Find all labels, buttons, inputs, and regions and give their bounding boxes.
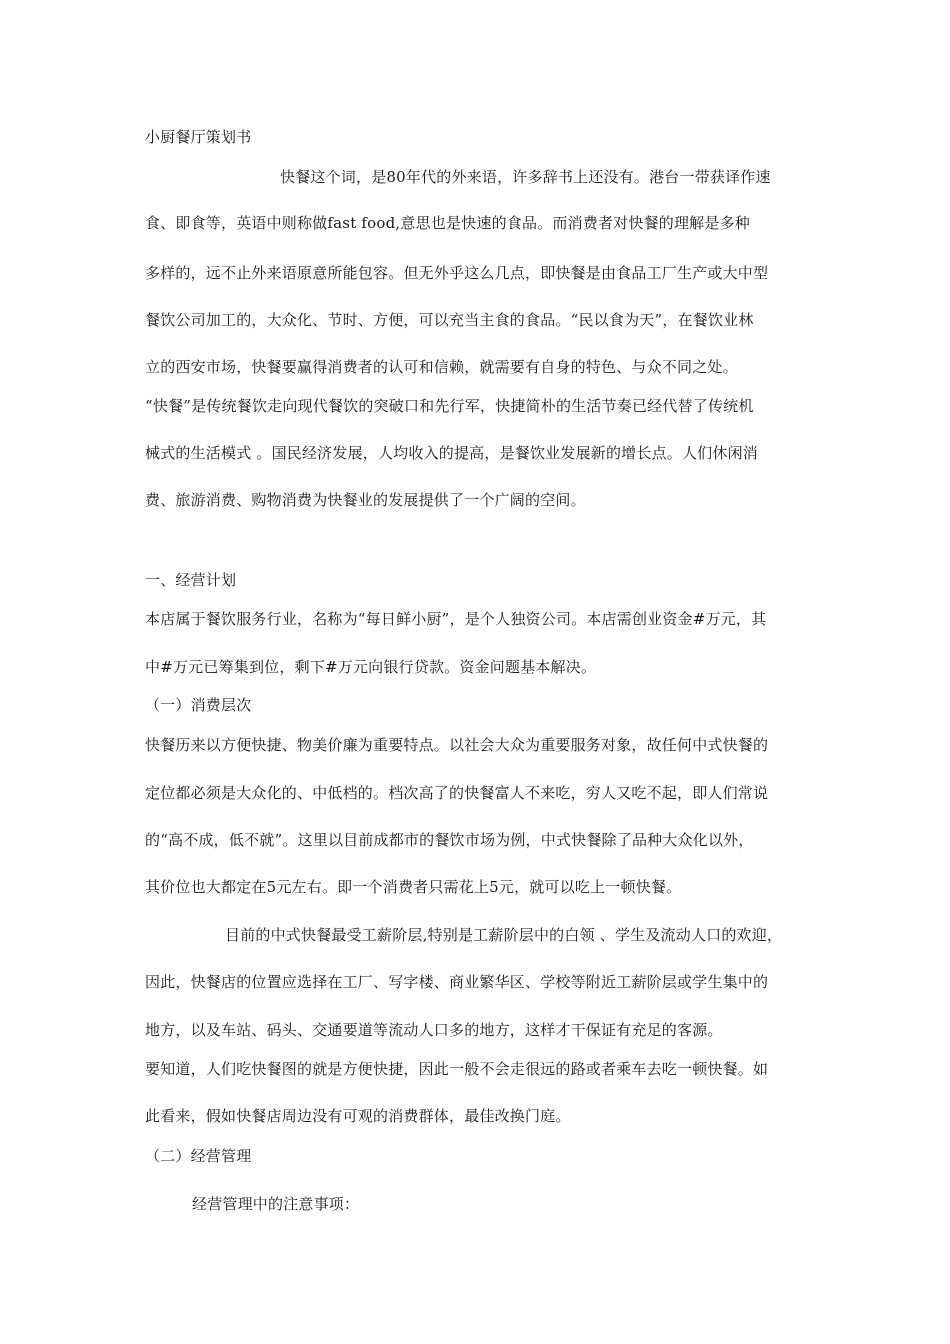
subsection-heading: （二）经营管理: [145, 1147, 252, 1165]
paragraph-line: 中#万元已筹集到位，剩下#万元向银行贷款。资金问题基本解决。: [145, 658, 597, 676]
paragraph-line: 快餐历来以方便快捷、物美价廉为重要特点。以社会大众为重要服务对象，故任何中式快餐的: [145, 736, 769, 754]
paragraph-line: 食、即食等，英语中则称做fast food,意思也是快速的食品。而消费者对快餐的理解是多种: [145, 214, 750, 232]
document-title: 小厨餐厅策划书: [145, 128, 252, 146]
paragraph-line: 立的西安市场，快餐要赢得消费者的认可和信赖，就需要有自身的特色、与众不同之处。: [145, 358, 738, 376]
paragraph-line: 因此，快餐店的位置应选择在工厂、写字楼、商业繁华区、学校等附近工薪阶层或学生集中的: [145, 973, 769, 991]
paragraph-line: 其价位也大都定在5元左右。即一个消费者只需花上5元，就可以吃上一顿快餐。: [145, 878, 682, 896]
paragraph-line: 快餐这个词，是80年代的外来语，许多辞书上还没有。港台一带获译作速: [280, 168, 771, 186]
paragraph-line: 地方，以及车站、码头、交通要道等流动人口多的地方，这样才干保证有充足的客源。: [145, 1021, 723, 1039]
paragraph-line: 械式的生活模式 。国民经济发展，人均收入的提高，是餐饮业发展新的增长点。人们休闲消: [145, 444, 758, 462]
section-heading: 一、经营计划: [145, 571, 237, 589]
paragraph-line: 费、旅游消费、购物消费为快餐业的发展提供了一个广阔的空间。: [145, 491, 586, 509]
paragraph-line: “快餐”是传统餐饮走向现代餐饮的突破口和先行军，快捷简朴的生活节奏已经代替了传统机: [145, 397, 754, 415]
paragraph-line: 定位都必须是大众化的、中低档的。档次高了的快餐富人不来吃，穷人又吃不起，即人们常说: [145, 784, 769, 802]
paragraph-line: 要知道，人们吃快餐图的就是方便快捷，因此一般不会走很远的路或者乘车去吃一顿快餐。如: [145, 1060, 769, 1078]
paragraph-line: 多样的，远不止外来语原意所能包容。但无外乎这么几点，即快餐是由食品工厂生产或大中型: [145, 264, 769, 282]
paragraph-line: 的“高不成，低不就”。这里以目前成都市的餐饮市场为例，中式快餐除了品种大众化以外，: [145, 831, 754, 849]
paragraph-line: 本店属于餐饮服务行业，名称为“每日鲜小厨”，是个人独资公司。本店需创业资金#万元，其: [145, 610, 767, 628]
paragraph-line: 此看来，假如快餐店周边没有可观的消费群体，最佳改换门庭。: [145, 1107, 571, 1125]
paragraph-line: 餐饮公司加工的，大众化、节时、方便，可以充当主食的食品。“民以食为天”，在餐饮业林: [145, 311, 754, 329]
paragraph-line: 目前的中式快餐最受工薪阶层,特别是工薪阶层中的白领 、学生及流动人口的欢迎，: [225, 926, 783, 944]
paragraph-line: 经营管理中的注意事项：: [192, 1195, 360, 1213]
subsection-heading: （一）消费层次: [145, 696, 252, 714]
